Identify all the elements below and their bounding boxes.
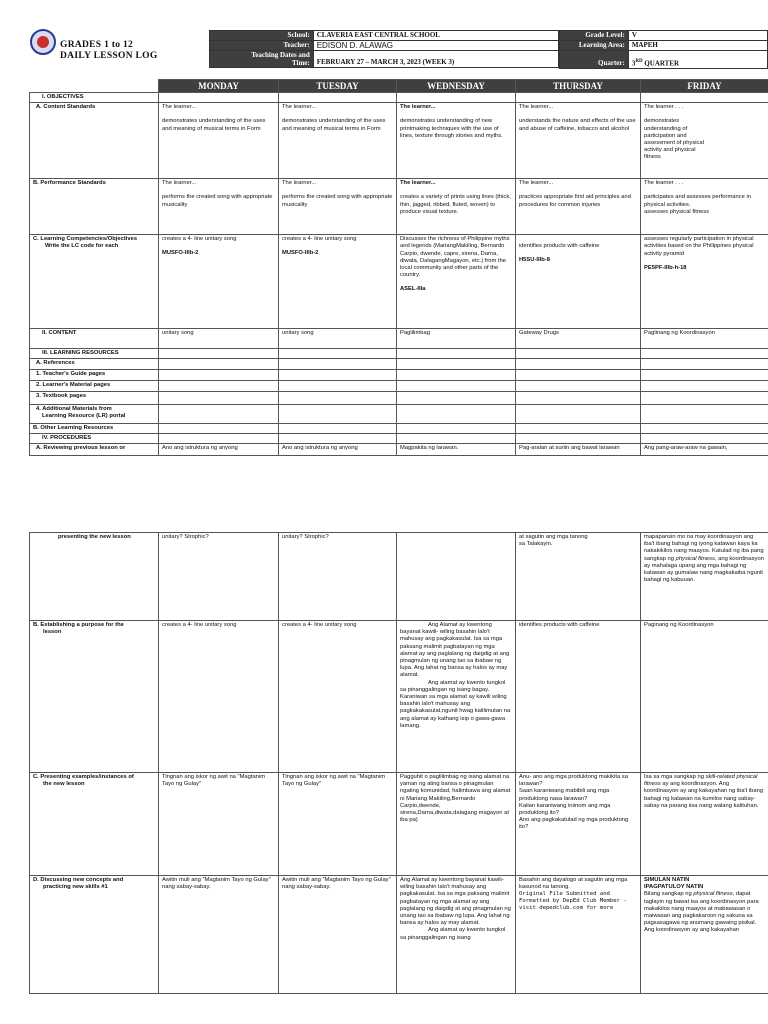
content-thursday: Gateway Drugs xyxy=(516,329,641,349)
review-thursday-2: at sagutin ang mga tanong sa Talakayin. xyxy=(516,533,641,621)
ps-friday: The learner . . . participates and assesses performance in physical activities. assesses physical fitness xyxy=(641,179,768,235)
cs-friday: The learner . . . demonstrates understanding of participation and assessment of physical activity and physical fitness xyxy=(641,103,768,179)
ps-tuesday: The learner... performs the created song with appropriate musicality xyxy=(279,179,397,235)
content-heading: II. CONTENT xyxy=(30,329,159,349)
area-label: Learning Area: xyxy=(560,41,629,51)
cs-tuesday: The learner... demonstrates understanding of the uses and meaning of musical terms in Form xyxy=(279,103,397,179)
objectives-heading: I. OBJECTIVES xyxy=(30,93,159,103)
day-thursday: THURSDAY xyxy=(516,80,641,93)
references-label: A. References xyxy=(30,359,159,369)
review-monday-1: Ano ang istruktura ng anyong xyxy=(159,444,279,456)
content-wednesday: Paglilimbag xyxy=(397,329,516,349)
establishing-label: B. Establishing a purpose for the lesson xyxy=(30,621,159,773)
establish-monday: creates a 4- line unitary song xyxy=(159,621,279,773)
corner-cell xyxy=(30,80,159,93)
presenting-examples-label: C. Presenting examples/instances of the new lesson xyxy=(30,773,159,876)
other-resources-label: B. Other Learning Resources xyxy=(30,423,159,433)
lc-monday: creates a 4- line unitary song MUSFO-IIIb-2 xyxy=(159,235,279,329)
lc-tuesday: creates a 4- line unitary song MUSFO-IIIb-2 xyxy=(279,235,397,329)
quarter-value: 3RD QUARTER xyxy=(628,51,767,69)
dll-title-line1: GRADES 1 to 12 xyxy=(60,40,134,50)
establish-friday: Paginang ng Koordinasyon xyxy=(641,621,768,773)
establish-wednesday: Ang Alamat ay kwentong bayanat kawili- wiling basahin lalo't mahusay ang pagkakasulat. Isa sa mga paksang malimit pagbatayan ng mga alamat ay ang paglalang ng daigdig at ang pinagmulan ng unang tao sa ibabaw ng lupa. Ang lahat ng bansa ay halos ay may alamat. Ang alamat ay kwento tungkol sa pinanggalingan ng isang bagay. Karaniwan sa mga alamat ay kawili wiling basahin lalo't mahusay ang pagkakakasulat,ngunit hwag kalilimutan na ang alamat ay kathang isip o gawa-gawa lamang. xyxy=(397,621,516,773)
performance-standards-label: B. Performance Standards xyxy=(30,179,159,235)
header-left-table xyxy=(209,30,559,68)
page-2 xyxy=(0,526,768,1024)
dll-title-line2: DAILY LESSON LOG xyxy=(60,51,158,61)
ps-wednesday: The learner... creates a variety of prints using lines (thick, thin, jagged, ribbed, fluted, woven) to produce visual texture. xyxy=(397,179,516,235)
review-thursday-1: Pag-aralan at suriin ang bawat larawan xyxy=(516,444,641,456)
school-label: School: xyxy=(210,31,314,41)
review-monday-2: unitary? Strophic? xyxy=(159,533,279,621)
dates-label: Teaching Dates and Time: xyxy=(210,51,314,68)
reviewing-label: A. Reviewing previous lesson or xyxy=(30,444,159,456)
review-wednesday-2 xyxy=(397,533,516,621)
review-tuesday-1: Ano ang istruktura ng anyong xyxy=(279,444,397,456)
lc-thursday: identifies products with caffeine H5SU-IIIb-8 xyxy=(516,235,641,329)
review-wednesday: Magpakita ng larawan. xyxy=(397,444,516,456)
examples-wednesday: Pagguhit o paglilimbag ng isang alamat na yaman ng ating bansa o pinagmulan ngating komunidad, halimbawa ang alamat ni Mariang Makiling,Bernardo Carpio,dwende, sirena,Darna,diwata,dalagang magayon at iba pa) xyxy=(397,773,516,876)
tg-pages-label: 1. Teacher's Guide pages xyxy=(30,369,159,380)
presenting-new-label: presenting the new lesson xyxy=(30,533,159,621)
competencies-label: C. Learning Competencies/Objectives Write the LC code for each xyxy=(30,235,159,329)
area-value: MAPEH xyxy=(628,41,767,51)
review-friday-1: Ang pang-araw-araw na gawain, xyxy=(641,444,768,456)
cs-wednesday: The learner... demonstrates understanding of new printmaking techniques with the use of lines, texture through stories and myths. xyxy=(397,103,516,179)
teacher-label: Teacher: xyxy=(210,41,314,51)
ps-monday: The learner... performs the created song with appropriate musicality xyxy=(159,179,279,235)
establish-tuesday: creates a 4- line unitary song xyxy=(279,621,397,773)
discuss-friday: SIMULAN NATIN IPAGPATULOY NATIN Bilang sangkap ng physical fitness, dapat taglayin ng bawat isa ang koordinasyon para makakilos nang maayos at mabawasan o maiwasan ang pagkakaroon ng sakuna sa pagsasagawa ng anumang gawaing pisikal. Ang koordinasyon ay ang kakayahan xyxy=(641,876,768,994)
school-value: CLAVERIA EAST CENTRAL SCHOOL xyxy=(313,31,558,41)
header-right-table xyxy=(559,30,768,69)
discuss-thursday: Basahin ang dayalogo at sagutin ang mga kasunod na tanong. Original File Submitted and Formatted by DepEd Club Member - visit depedclub.com for more xyxy=(516,876,641,994)
lesson-table-page1 xyxy=(29,79,768,456)
teacher-value: EDISON D. ALAWAG xyxy=(313,41,558,51)
page-break xyxy=(0,502,768,526)
lc-friday: assesses regularly participation in physical activities based on the Philippines physical activity pyramid PE5PF-IIIb-h-18 xyxy=(641,235,768,329)
day-friday: FRIDAY xyxy=(641,80,768,93)
discuss-tuesday: Awitin muli ang "Magtanim Tayo ng Gulay" nang sabay-sabay. xyxy=(279,876,397,994)
examples-monday: Tingnan ang iskor ng awit na "Magtanim Tayo ng Gulay" xyxy=(159,773,279,876)
additional-materials-label: 4. Additional Materials from Learning Resource (LR) portal xyxy=(30,404,159,423)
establish-thursday: identifies products with caffeine xyxy=(516,621,641,773)
grade-value: V xyxy=(628,31,767,41)
content-friday: Paglinang ng Koordinasyon xyxy=(641,329,768,349)
procedures-heading: IV. PROCEDURES xyxy=(30,433,159,443)
cs-thursday: The learner... understands the nature and effects of the use and abuse of caffeine, tobacco and alcohol xyxy=(516,103,641,179)
day-monday: MONDAY xyxy=(159,80,279,93)
ps-thursday: The learner... practices appropriate first aid principles and procedures for common injuries xyxy=(516,179,641,235)
quarter-label: Quarter: xyxy=(560,51,629,69)
lesson-table-page2 xyxy=(29,532,768,994)
examples-tuesday: Tingnan ang iskor ng awit na "Magtanim Tayo ng Gulay" xyxy=(279,773,397,876)
cs-monday: The learner... demonstrates understanding of the uses and meaning of musical terms in Form xyxy=(159,103,279,179)
examples-friday: Isa sa mga sangkap ng skill-related physical fitness ay ang koordinasyon. Ang koordinasyon ay ang kakayahan ng iba't ibang bahagi ng katawan na kumilos nang sabay-sabay na parang iisa nang walang kalituhan. xyxy=(641,773,768,876)
discussing-label: D. Discussing new concepts and practicing new skills #1 xyxy=(30,876,159,994)
lm-pages-label: 2. Learner's Material pages xyxy=(30,380,159,391)
discuss-wednesday: Ang Alamat ay kwentong bayanat kawili- wiling basahin lalo't mahusay ang pagkakasulat. Isa sa mga paksang malimit pagbatayan ng mga alamat ay ang paglalang ng daigdig at ang pinagmulan ng unang tao sa ibabaw ng lupa. Ang lahat ng bansa ay halos ay may alamat. Ang alamat ay kwento tungkol sa pinanggalingan ng isang xyxy=(397,876,516,994)
depedclub-stamp: Original File Submitted and Formatted by DepEd Club Member - visit depedclub.com for more xyxy=(519,891,627,912)
content-standards-label: A. Content Standards xyxy=(30,103,159,179)
content-monday: unitary song xyxy=(159,329,279,349)
review-tuesday-2: unitary? Strophic? xyxy=(279,533,397,621)
textbook-pages-label: 3. Textbook pages xyxy=(30,391,159,404)
learning-resources-heading: III. LEARNING RESOURCES xyxy=(30,349,159,359)
discuss-monday: Awitin muli ang "Magtanim Tayo ng Gulay" nang sabay-sabay. xyxy=(159,876,279,994)
day-wednesday: WEDNESDAY xyxy=(397,80,516,93)
deped-seal-icon xyxy=(30,29,56,55)
grade-label: Grade Level: xyxy=(560,31,629,41)
lc-wednesday: Discusses the richness of Philippine myths and legends (MariangMakiling, Bernardo Carpio, dwende, capre, sirena, Darna, diwata, DalagangMagayon, etc.) from the local community and other parts of the country. ASEL-IIIa xyxy=(397,235,516,329)
dates-value: FEBRUARY 27 – MARCH 3, 2023 (WEEK 3) xyxy=(313,51,558,68)
examples-thursday: Anu- ano ang mga produktong makikita sa larawan? Saan karaniwang mabibili ang mga produktong nasa larawan? Kailan karaniwang iniinom ang mga produktong ito? Ano ang pagkakatulad ng mga produktong ito? xyxy=(516,773,641,876)
review-friday-2: mapapansin mo na may koordinasyon ang iba't ibang bahagi ng iyong katawan kaya ka nakakikilos nang maayos. Katulad ng iba pang sangkap ng physical fitness, ang koordinasyon ay mahalaga upang ang mga bahagi ng katawan ay gumalaw nang magkakaiba ngunit bahagi ng kabuuan. xyxy=(641,533,768,621)
page-1 xyxy=(0,0,768,502)
day-tuesday: TUESDAY xyxy=(279,80,397,93)
content-tuesday: unitary song xyxy=(279,329,397,349)
